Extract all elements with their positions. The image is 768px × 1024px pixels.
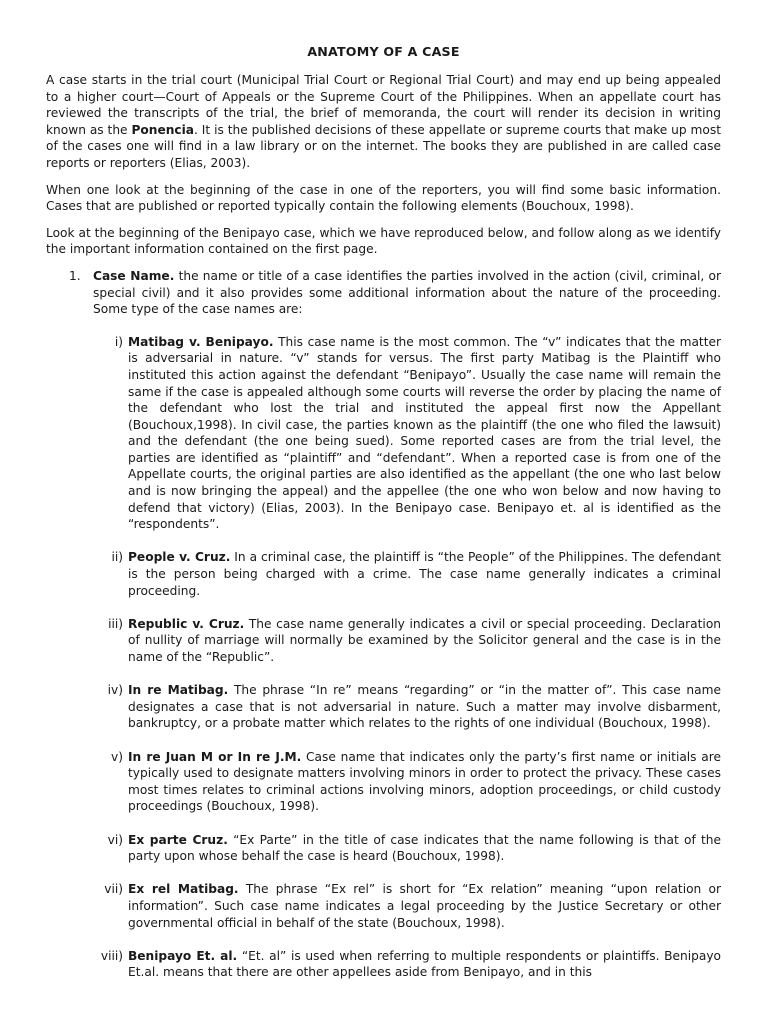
case-type-text: The case name generally indicates a civil or special proceeding. Declaration of nullity of marriage will normally be examined by the Solicitor general and the case is in the name of the “Republic”.	[128, 616, 721, 664]
case-type-heading: People v. Cruz.	[128, 550, 231, 565]
case-type-text: The phrase “In re” means “regarding” or “in the matter of”. This case name designates a case that is not adversarial in nature. Such a matter may involve disbarment, bankruptcy, or a probate matter which relates to the rights of one individual (Bouchoux, 1998).	[128, 683, 721, 731]
case-type-heading: Benipayo Et. al.	[128, 948, 238, 963]
case-type-text: In a criminal case, the plaintiff is “the People” of the Philippines. The defendant is the person being charged with a crime. The case name generally indicates a criminal proceeding.	[128, 550, 721, 598]
case-type-item	[46, 832, 721, 865]
case-name-types-list	[46, 334, 721, 981]
case-type-heading: Republic v. Cruz.	[128, 616, 245, 631]
sub-list-marker: ii)	[111, 550, 123, 565]
sub-list-marker: v)	[111, 749, 123, 764]
case-type-text: This case name is the most common. The “v” indicates that the matter is adversarial in nature. “v” stands for versus. The first party Matibag is the Plaintiff who instituted this action against the defendant “Benipayo”. Usually the case name will remain the same if the case is appealed although some courts will reverse the order by placing the name of the defendant who lost the trial and instituted the appeal first now the Appellant (Bouchoux,1998). In civil case, the parties known as the plaintiff (the one who filed the lawsuit) and the defendant (the one being sued). Some reported cases are from the trial level, the parties are identified as “plaintiff” and “defendant”. When a reported case is from one of the Appellate courts, the original parties are also identified as the appellant (the one who last below and is now bringing the appeal) and the appellee (the one who won below and now having to defend that victory) (Elias, 2003). In the Benipayo case. Benipayo et. al is identified as the “respondents”.	[128, 334, 721, 532]
case-type-item	[46, 616, 721, 666]
ponencia-term: Ponencia	[131, 122, 195, 137]
document-page	[46, 44, 721, 997]
case-type-text: “Et. al” is used when referring to multiple respondents or plaintiffs. Benipayo Et.al. means that there are other appellees aside from Benipayo, and in this	[128, 948, 721, 980]
sub-list-marker: iv)	[107, 683, 123, 698]
sub-list-marker: viii)	[100, 948, 123, 963]
list-item-text: the name or title of a case identifies the parties involved in the action (civil, criminal, or special civil) and it also provides some additional information about the nature of the proceeding. Some type of the case names are:	[93, 268, 721, 317]
case-type-item	[46, 948, 721, 981]
list-marker: 1.	[69, 268, 81, 283]
case-type-heading: Ex parte Cruz.	[128, 832, 228, 847]
case-type-item	[46, 749, 721, 815]
case-type-item	[46, 334, 721, 533]
intro-paragraph-1-text-b: . It is the published decisions of these appellate or supreme courts that make up most of the cases one will find in a law library or on the internet. The books they are published in are called case reports or reporters (Elias, 2003).	[46, 122, 721, 170]
numbered-list	[46, 268, 721, 318]
list-item-heading: Case Name.	[93, 268, 175, 283]
case-type-text: “Ex Parte” in the title of case indicates that the name following is that of the party upon whose behalf the case is heard (Bouchoux, 1998).	[128, 832, 722, 864]
intro-paragraph-3: Look at the beginning of the Benipayo case, which we have reproduced below, and follow along as we identify the important information contained on the first page.	[46, 225, 721, 257]
case-type-text: The phrase “Ex rel” is short for “Ex relation” meaning “upon relation or information”. Such case name indicates a legal proceeding by the Justice Secretary or other governmental official in behalf of the state (Bouchoux, 1998).	[128, 882, 721, 930]
sub-list-marker: i)	[114, 334, 123, 349]
case-type-item	[46, 682, 721, 732]
case-type-heading: Ex rel Matibag.	[128, 882, 239, 897]
intro-paragraph-1	[46, 72, 721, 172]
intro-paragraph-2: When one look at the beginning of the case in one of the reporters, you will find some basic information. Cases that are published or reported typically contain the following elements (Bouchoux, 1998).	[46, 182, 721, 214]
intro-paragraph-1-text-a: A case starts in the trial court (Municipal Trial Court or Regional Trial Court) and may end up being appealed to a higher court—Court of Appeals or the Supreme Court of the Philippines. When an appellate court has reviewed the transcripts of the trial, the brief of memoranda, the court will render its decision in writing known as the	[46, 73, 721, 137]
sub-list-marker: vi)	[107, 832, 123, 847]
sub-list-marker: vii)	[104, 882, 123, 897]
case-type-item	[46, 549, 721, 599]
case-type-item	[46, 881, 721, 931]
sub-list-marker: iii)	[108, 616, 123, 631]
case-type-heading: In re Matibag.	[128, 683, 229, 698]
case-type-text: Case name that indicates only the party’s first name or initials are typically used to designate matters involving minors in order to protect the privacy. These cases most times relates to criminal actions involving minors, adoption proceedings, or child custody proceedings (Bouchoux, 1998).	[128, 749, 721, 814]
case-type-heading: In re Juan M or In re J.M.	[128, 749, 302, 764]
numbered-list-item	[46, 268, 721, 318]
case-type-heading: Matibag v. Benipayo.	[128, 334, 274, 349]
document-title: ANATOMY OF A CASE	[307, 44, 460, 59]
